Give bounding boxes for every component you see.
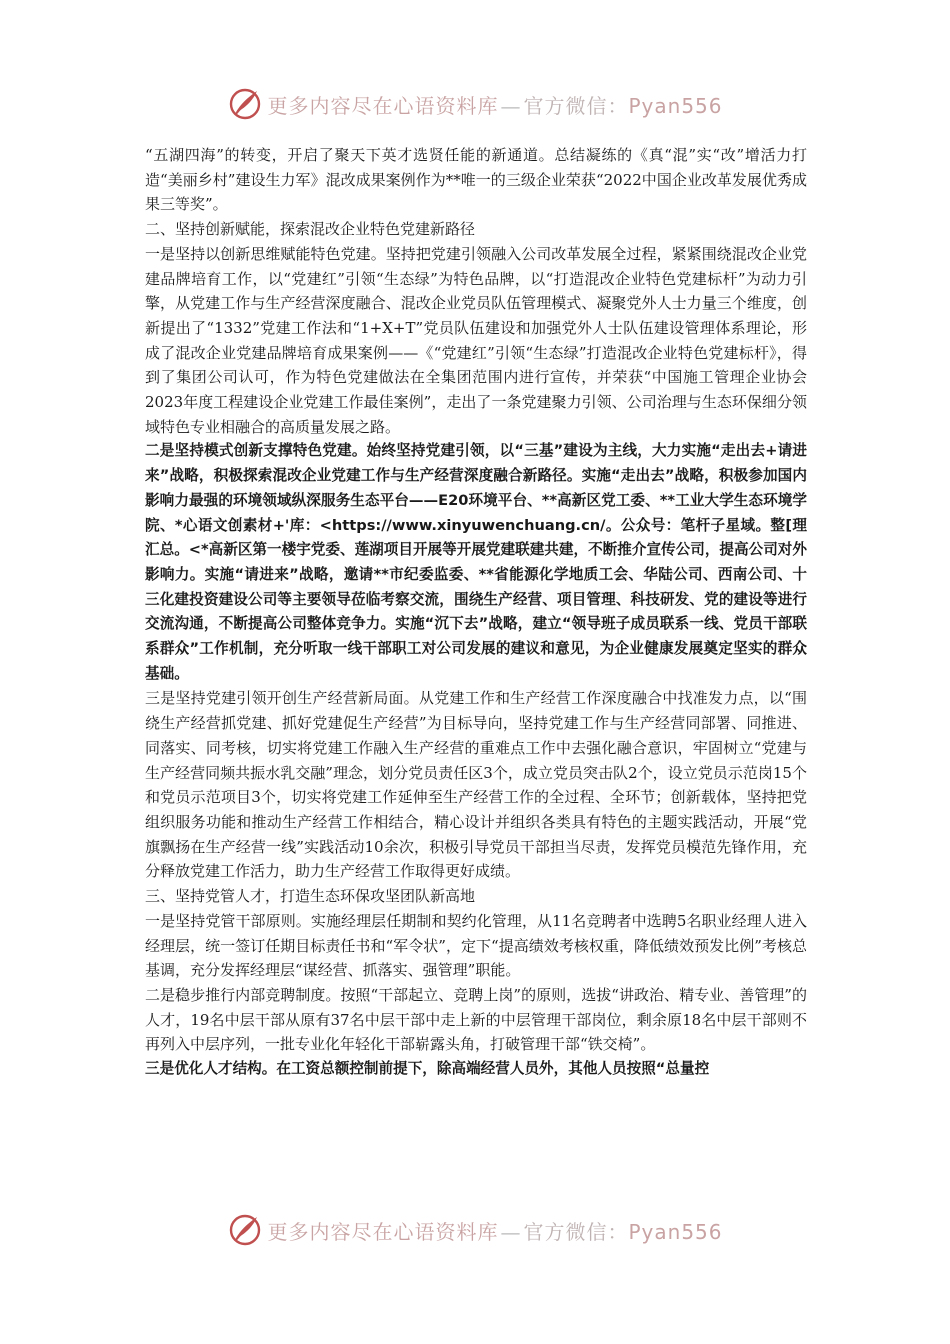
watermark-text: 更多内容尽在心语资料库 — 官方微信：Pyan556 bbox=[267, 93, 723, 118]
quill-logo-icon bbox=[227, 86, 263, 122]
section-heading: 二、坚持创新赋能，探索混改企业特色党建新路径 bbox=[145, 220, 476, 239]
watermark-text: 更多内容尽在心语资料库 — 官方微信：Pyan556 bbox=[267, 1219, 723, 1244]
paragraph: 二是稳步推行内部竞聘制度。按照“干部起立、竞聘上岗”的原则，选拔“讲政治、精专业、善管理”的人才，19名中层干部从原有37名中层干部中走上新的中层管理干部岗位，剩余原18名中层干部则不再列入中层序列，一批专业化年轻化干部崭露头角，打破管理干部“铁交椅”。 bbox=[145, 985, 807, 1054]
watermark-banner-top bbox=[0, 84, 950, 124]
paragraph: 三是坚持党建引领开创生产经营新局面。从党建工作和生产经营工作深度融合中找准发力点，以“围绕生产经营抓党建、抓好党建促生产经营”为目标导向，坚持党建工作与生产经营同部署、同推进、同落实、同考核，切实将党建工作融入生产经营的重难点工作中去强化融合意识，牢固树立“党建与生产经营同频共振水乳交融”理念，划分党员责任区3个，成立党员突击队2个，设立党员示范岗15个和党员示范项目3个，切实将党建工作延伸至生产经营工作的全过程、全环节；创新载体，坚持把党组织服务功能和推动生产经营工作相结合，精心设计并组织各类具有特色的主题实践活动，开展“党旗飘扬在生产经营一线”实践活动10余次，积极引导党员干部担当尽责，发挥党员模范先锋作用，充分释放党建工作活力，助力生产经营工作取得更好成绩。 bbox=[145, 689, 807, 881]
quill-logo-icon bbox=[227, 1212, 263, 1248]
paragraph: “五湖四海”的转变，开启了聚天下英才选贤任能的新通道。总结凝练的《真“混”实“改”增活力打造“美丽乡村”建设生力军》混改成果案例作为**唯一的三级企业荣获“2022中国企业改革发展优秀成果三等奖”。 bbox=[145, 146, 807, 214]
paragraph: 一是坚持以创新思维赋能特色党建。坚持把党建引领融入公司改革发展全过程，紧紧围绕混改企业党建品牌培育工作，以“党建红”引领“生态绿”为特色品牌，以“打造混改企业特色党建标杆”为动力引擎，从党建工作与生产经营深度融合、混改企业党员队伍管理模式、凝聚党外人士力量三个维度，创新提出了“1332”党建工作法和“1+X+T”党员队伍建设和加强党外人士队伍建设管理体系理论，形成了混改企业党建品牌培育成果案例——《“党建红”引领“生态绿”打造混改企业特色党建标杆》，得到了集团公司认可，作为特色党建做法在全集团范围内进行宣传，并荣获“中国施工管理企业协会2023年度工程建设企业党建工作最佳案例”，走出了一条党建聚力引领、公司治理与生态环保细分领域特色专业相融合的高质量发展之路。 bbox=[145, 244, 807, 436]
paragraph: 一是坚持党管干部原则。实施经理层任期制和契约化管理，从11名竞聘者中选聘5名职业经理人进入经理层，统一签订任期目标责任书和“军令状”，定下“提高绩效考核权重，降低绩效预发比例”考核总基调，充分发挥经理层“谋经营、抓落实、强管理”职能。 bbox=[145, 911, 807, 980]
paragraph: 二是坚持模式创新支撑特色党建。始终坚持党建引领，以“三基”建设为主线，大力实施“走出去+请进来”战略，积极探索混改企业党建工作与生产经营深度融合新路径。实施“走出去”战略，积极参加国内影响力最强的环境领域纵深服务生态平台——E20环境平台、**高新区党工委、**工业大学生态环境学院、*心语文创素材+'库：<https://www.xinyuwenchuang.cn/。公众号：笔杆子星域。整[理汇总。<*高新区第一楼宇党委、莲湖项目开展等开展党建联建共建，不断推介宣传公司，提高公司对外影响力。实施“请进来”战略，邀请**市纪委监委、**省能源化学地质工会、华陆公司、西南公司、十三化建投资建设公司等主要领导莅临考察交流，围绕生产经营、项目管理、科技研发、党的建设等进行交流沟通，不断提高公司整体竞争力。实施“沉下去”战略，建立“领导班子成员联系一线、党员干部联系群众”工作机制，充分听取一线干部职工对公司发展的建议和意见，为企业健康发展奠定坚实的群众基础。 bbox=[145, 442, 807, 682]
section-heading: 三、坚持党管人才，打造生态环保攻坚团队新高地 bbox=[145, 887, 476, 906]
paragraph: 三是优化人才结构。在工资总额控制前提下，除高端经营人员外，其他人员按照“总量控 bbox=[145, 1060, 710, 1078]
document-body bbox=[145, 143, 807, 1082]
watermark-banner-bottom bbox=[0, 1210, 950, 1250]
